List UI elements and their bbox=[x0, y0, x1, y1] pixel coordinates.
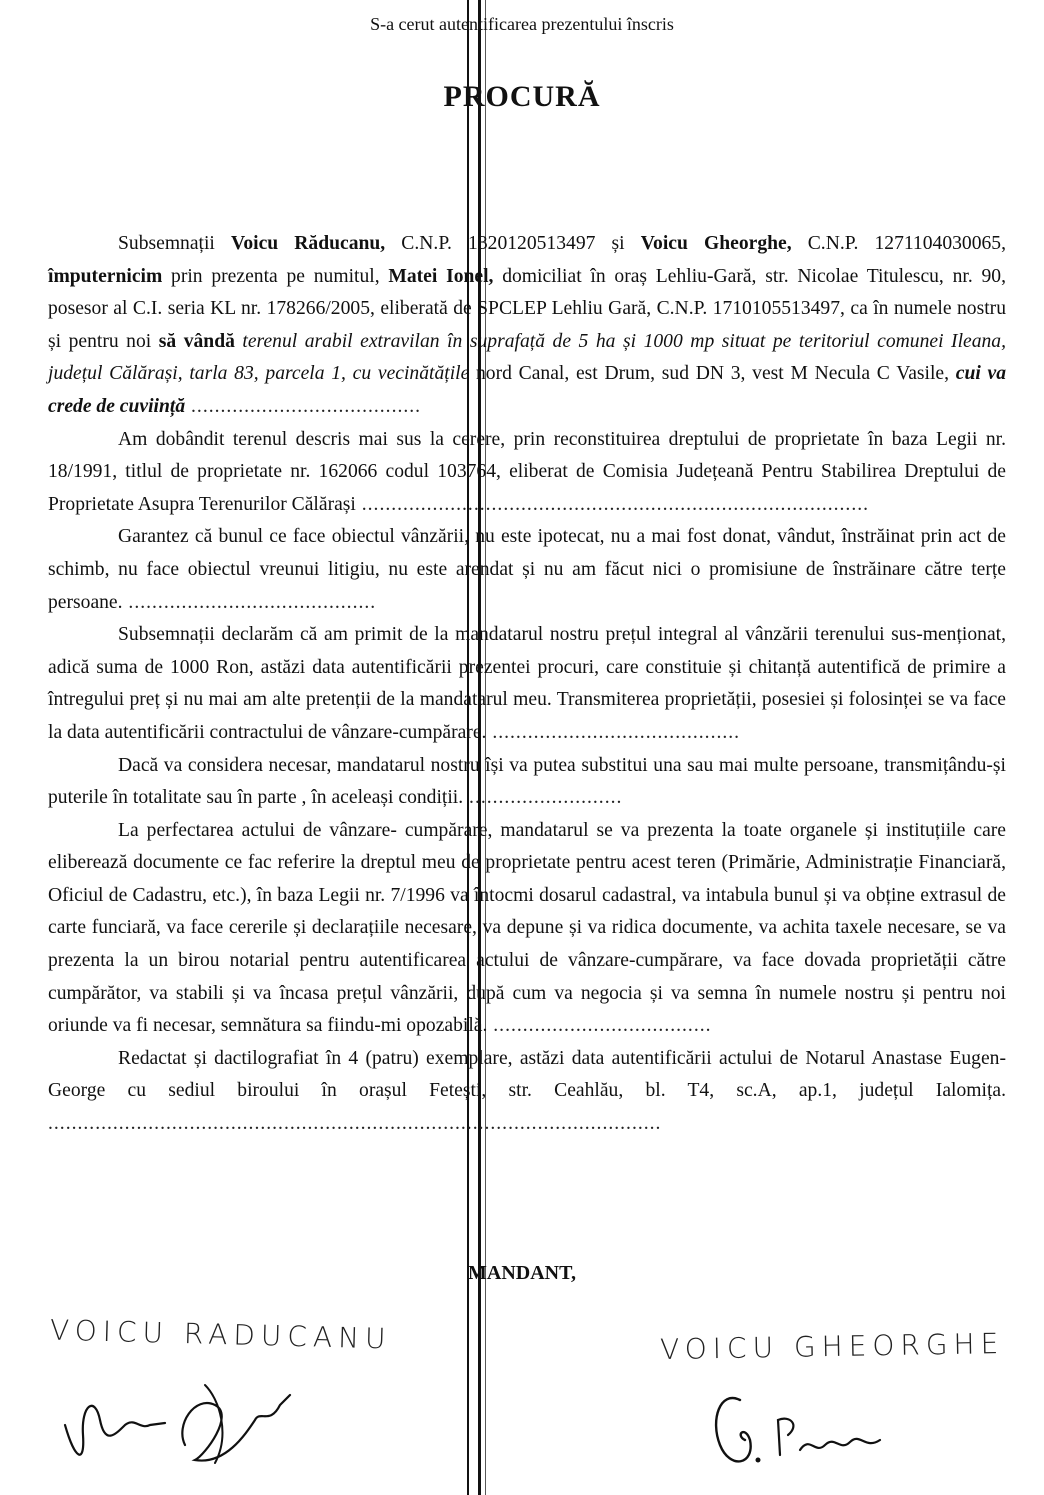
signature-2 bbox=[700, 1380, 890, 1480]
handwritten-name-1: VOICU RADUCANU bbox=[49, 1313, 392, 1356]
authentication-note: S-a cerut autentificarea prezentului înscris bbox=[370, 14, 674, 34]
document-body bbox=[48, 228, 1006, 1141]
paragraph-mandate: Subsemnații Voicu Răducanu, C.N.P. 1320120513497 și Voicu Gheorghe, C.N.P. 1271104030065, împuternicim prin prezenta pe numitul, Matei Ionel, domiciliat în oraș Lehliu-Gară, str. Nicolae Titulescu, nr. 90, posesor al C.I. seria KL nr. 178266/2005, eliberată de SPCLEP Lehliu Gară, C.N.P. 1710105513497, ca în numele nostru și pentru noi să vândă terenul arabil extravilan în suprafață de 5 ha și 1000 mp situat pe teritoriul comunei Ileana, județul Călărași, tarla 83, parcela 1, cu vecinătățile nord Canal, est Drum, sud DN 3, vest M Necula C Vasile, cui va crede de cuviință ....................................... bbox=[48, 233, 1007, 417]
paragraph-payment: Subsemnații declarăm că am primit de la mandatarul nostru prețul integral al vânzării terenului sus-menționat, adică suma de 1000 Ron, astăzi data autentificării prezentei procuri, care constituie și chitanță autentifică de primire a întregului preț și nu mai am alte pretenții de la mandatarul meu. Transmiterea proprietății, posesiei și folosinței se va face la data autentificării contractului de vânzare-cumpărare. .......................................... bbox=[48, 624, 1006, 743]
paragraph-acquisition: Am dobândit terenul descris mai sus la cerere, prin reconstituirea dreptului de proprietate în baza Legii nr. 18/1991, titlul de proprietate nr. 162066 codul 103764, eliberat de Comisia Județeană Pentru Stabilirea Dreptului de Proprietate Asupra Terenurilor Călărași ...................................................................................... bbox=[48, 428, 1006, 515]
paragraph-drafting: Redactat și dactilografiat în 4 (patru) exemplare, astăzi data autentificării actului de Notarul Anastase Eugen-George cu sediul biroului în orașul Fetești, str. Ceahlău, bl. T4, sc.A, ap.1, județul Ialomița. ........................................................................................................ bbox=[48, 1047, 1006, 1135]
paragraph-substitution: Dacă va considera necesar, mandatarul nostru își va putea substitui una sau mai multe persoane, transmițându-și puterile în totalitate sau în parte , în aceleași condiții. .......................... bbox=[48, 754, 1006, 809]
mandant-label: MANDANT, bbox=[468, 1262, 576, 1284]
handwritten-name-2: VOICU GHEORGHE bbox=[659, 1326, 1005, 1367]
paragraph-guarantee: Garantez că bunul ce face obiectul vânzării, nu este ipotecat, nu a mai fost donat, vândut, înstrăinat prin act de schimb, nu face obiectul vreunui litigiu, nu este arendat și nu am făcut nici o promisiune de înstrăinare către terțe persoane. .......................................... bbox=[48, 526, 1006, 613]
document-title: PROCURĂ bbox=[443, 80, 601, 113]
signature-1 bbox=[55, 1365, 305, 1475]
paragraph-powers: La perfectarea actului de vânzare- cumpărare, mandatarul se va prezenta la toate organele și instituțiile care eliberează documente ce fac referire la dreptul meu de proprietate pentru acest teren (Primărie, Administrație Financiară, Oficiul de Cadastru, etc.), în baza Legii nr. 7/1996 va întocmi dosarul cadastral, va intabula bunul și va obține extrasul de carte funciară, va face cererile și declarațiile necesare, va depune și va ridica documente, va achita taxele necesare, se va prezenta la un birou notarial pentru autentificarea actului de vânzare-cumpărare, va face dovada proprietății către cumpărător, va stabili și va încasa prețul vânzării, după cum va negocia și va semna în numele nostru și pentru noi oriunde va fi necesar, semnătura sa fiindu-mi opozabilă. ..................................... bbox=[48, 819, 1006, 1037]
